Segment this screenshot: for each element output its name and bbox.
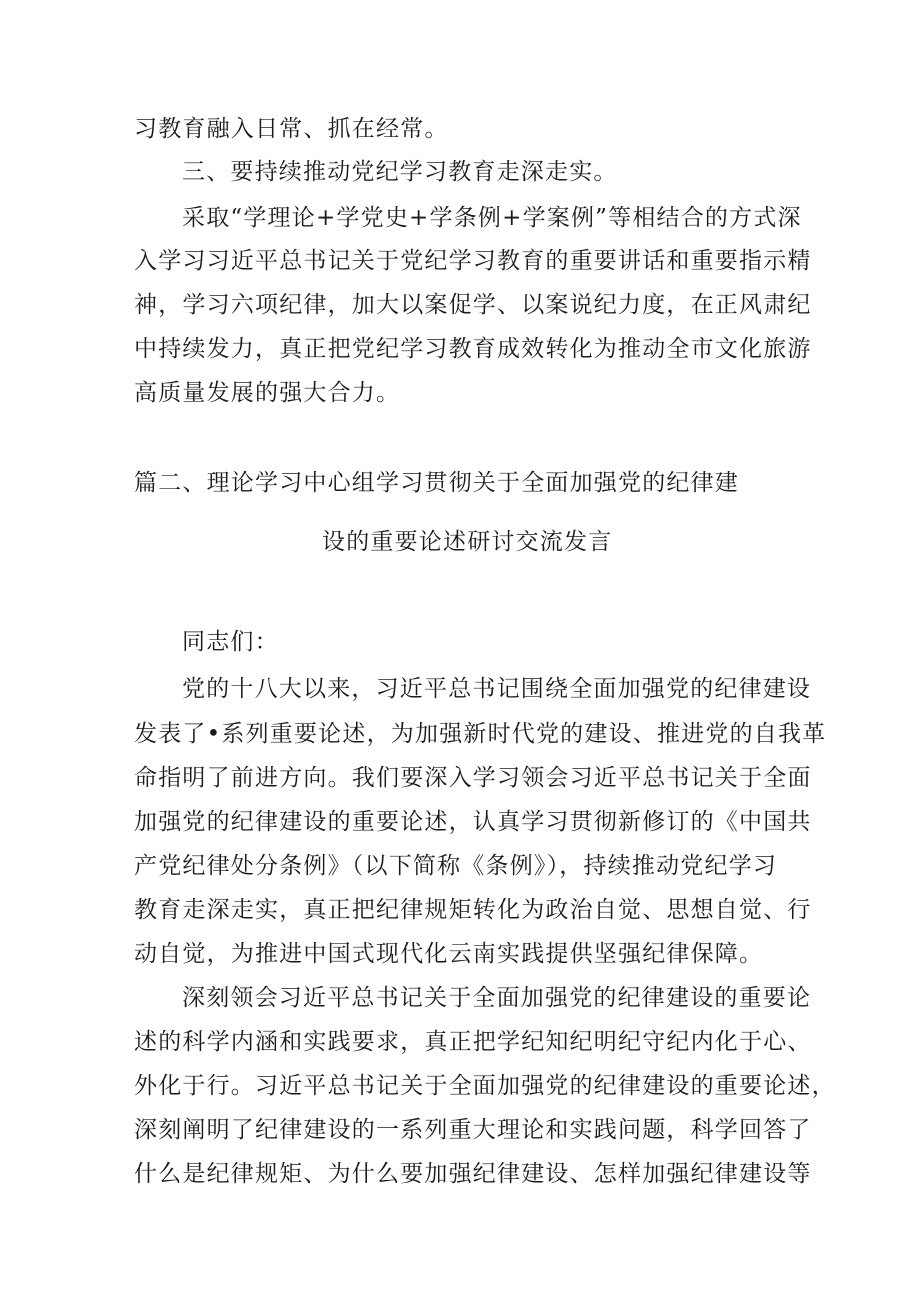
paragraph-line: 产党纪律处分条例》（以下简称《条例》），持续推动党纪学习 xyxy=(134,853,778,879)
salutation: 同志们： xyxy=(182,629,279,655)
paragraph-line: 深刻领会习近平总书记关于全面加强党的纪律建设的重要论 xyxy=(182,985,812,1011)
paragraph-line: 发表了•系列重要论述，为加强新时代党的建设、推进党的自我革 xyxy=(134,721,827,747)
paragraph-line: 习教育融入日常、抓在经常。 xyxy=(134,116,449,142)
paragraph-line: 党的十八大以来，习近平总书记围绕全面加强党的纪律建设 xyxy=(182,676,812,702)
paragraph-line: 采取“学理论+学党史+学条例+学案例”等相结合的方式深 xyxy=(182,205,802,231)
paragraph-line: 中持续发力，真正把党纪学习教育成效转化为推动全市文化旅游 xyxy=(134,336,812,362)
section-heading: 三、要持续推动党纪学习教育走深走实。 xyxy=(182,159,618,185)
paragraph-line: 加强党的纪律建设的重要论述，认真学习贯彻新修订的《中国共 xyxy=(134,809,812,835)
paragraph-line: 外化于行。习近平总书记关于全面加强党的纪律建设的重要论述， xyxy=(134,1073,836,1099)
paragraph-line: 动自觉，为推进中国式现代化云南实践提供坚强纪律保障。 xyxy=(134,941,764,967)
paragraph-line: 深刻阐明了纪律建设的一系列重大理论和实践问题，科学回答了 xyxy=(134,1117,812,1143)
article-title: 篇二、理论学习中心组学习贯彻关于全面加强党的纪律建 xyxy=(134,470,739,496)
paragraph-line: 什么是纪律规矩、为什么要加强纪律建设、怎样加强纪律建设等 xyxy=(134,1161,812,1187)
paragraph-line: 述的科学内涵和实践要求，真正把学纪知纪明纪守纪内化于心、 xyxy=(134,1029,812,1055)
article-title-continued: 设的重要论述研讨交流发言 xyxy=(322,529,613,555)
paragraph-line: 神，学习六项纪律，加大以案促学、以案说纪力度，在正风肃纪 xyxy=(134,292,812,318)
paragraph-line: 命指明了前进方向。我们要深入学习领会习近平总书记关于全面 xyxy=(134,765,812,791)
paragraph-line: 入学习习近平总书记关于党纪学习教育的重要讲话和重要指示精 xyxy=(134,248,812,274)
paragraph-line: 高质量发展的强大合力。 xyxy=(134,380,401,406)
paragraph-line: 教育走深走实，真正把纪律规矩转化为政治自觉、思想自觉、行 xyxy=(134,897,812,923)
